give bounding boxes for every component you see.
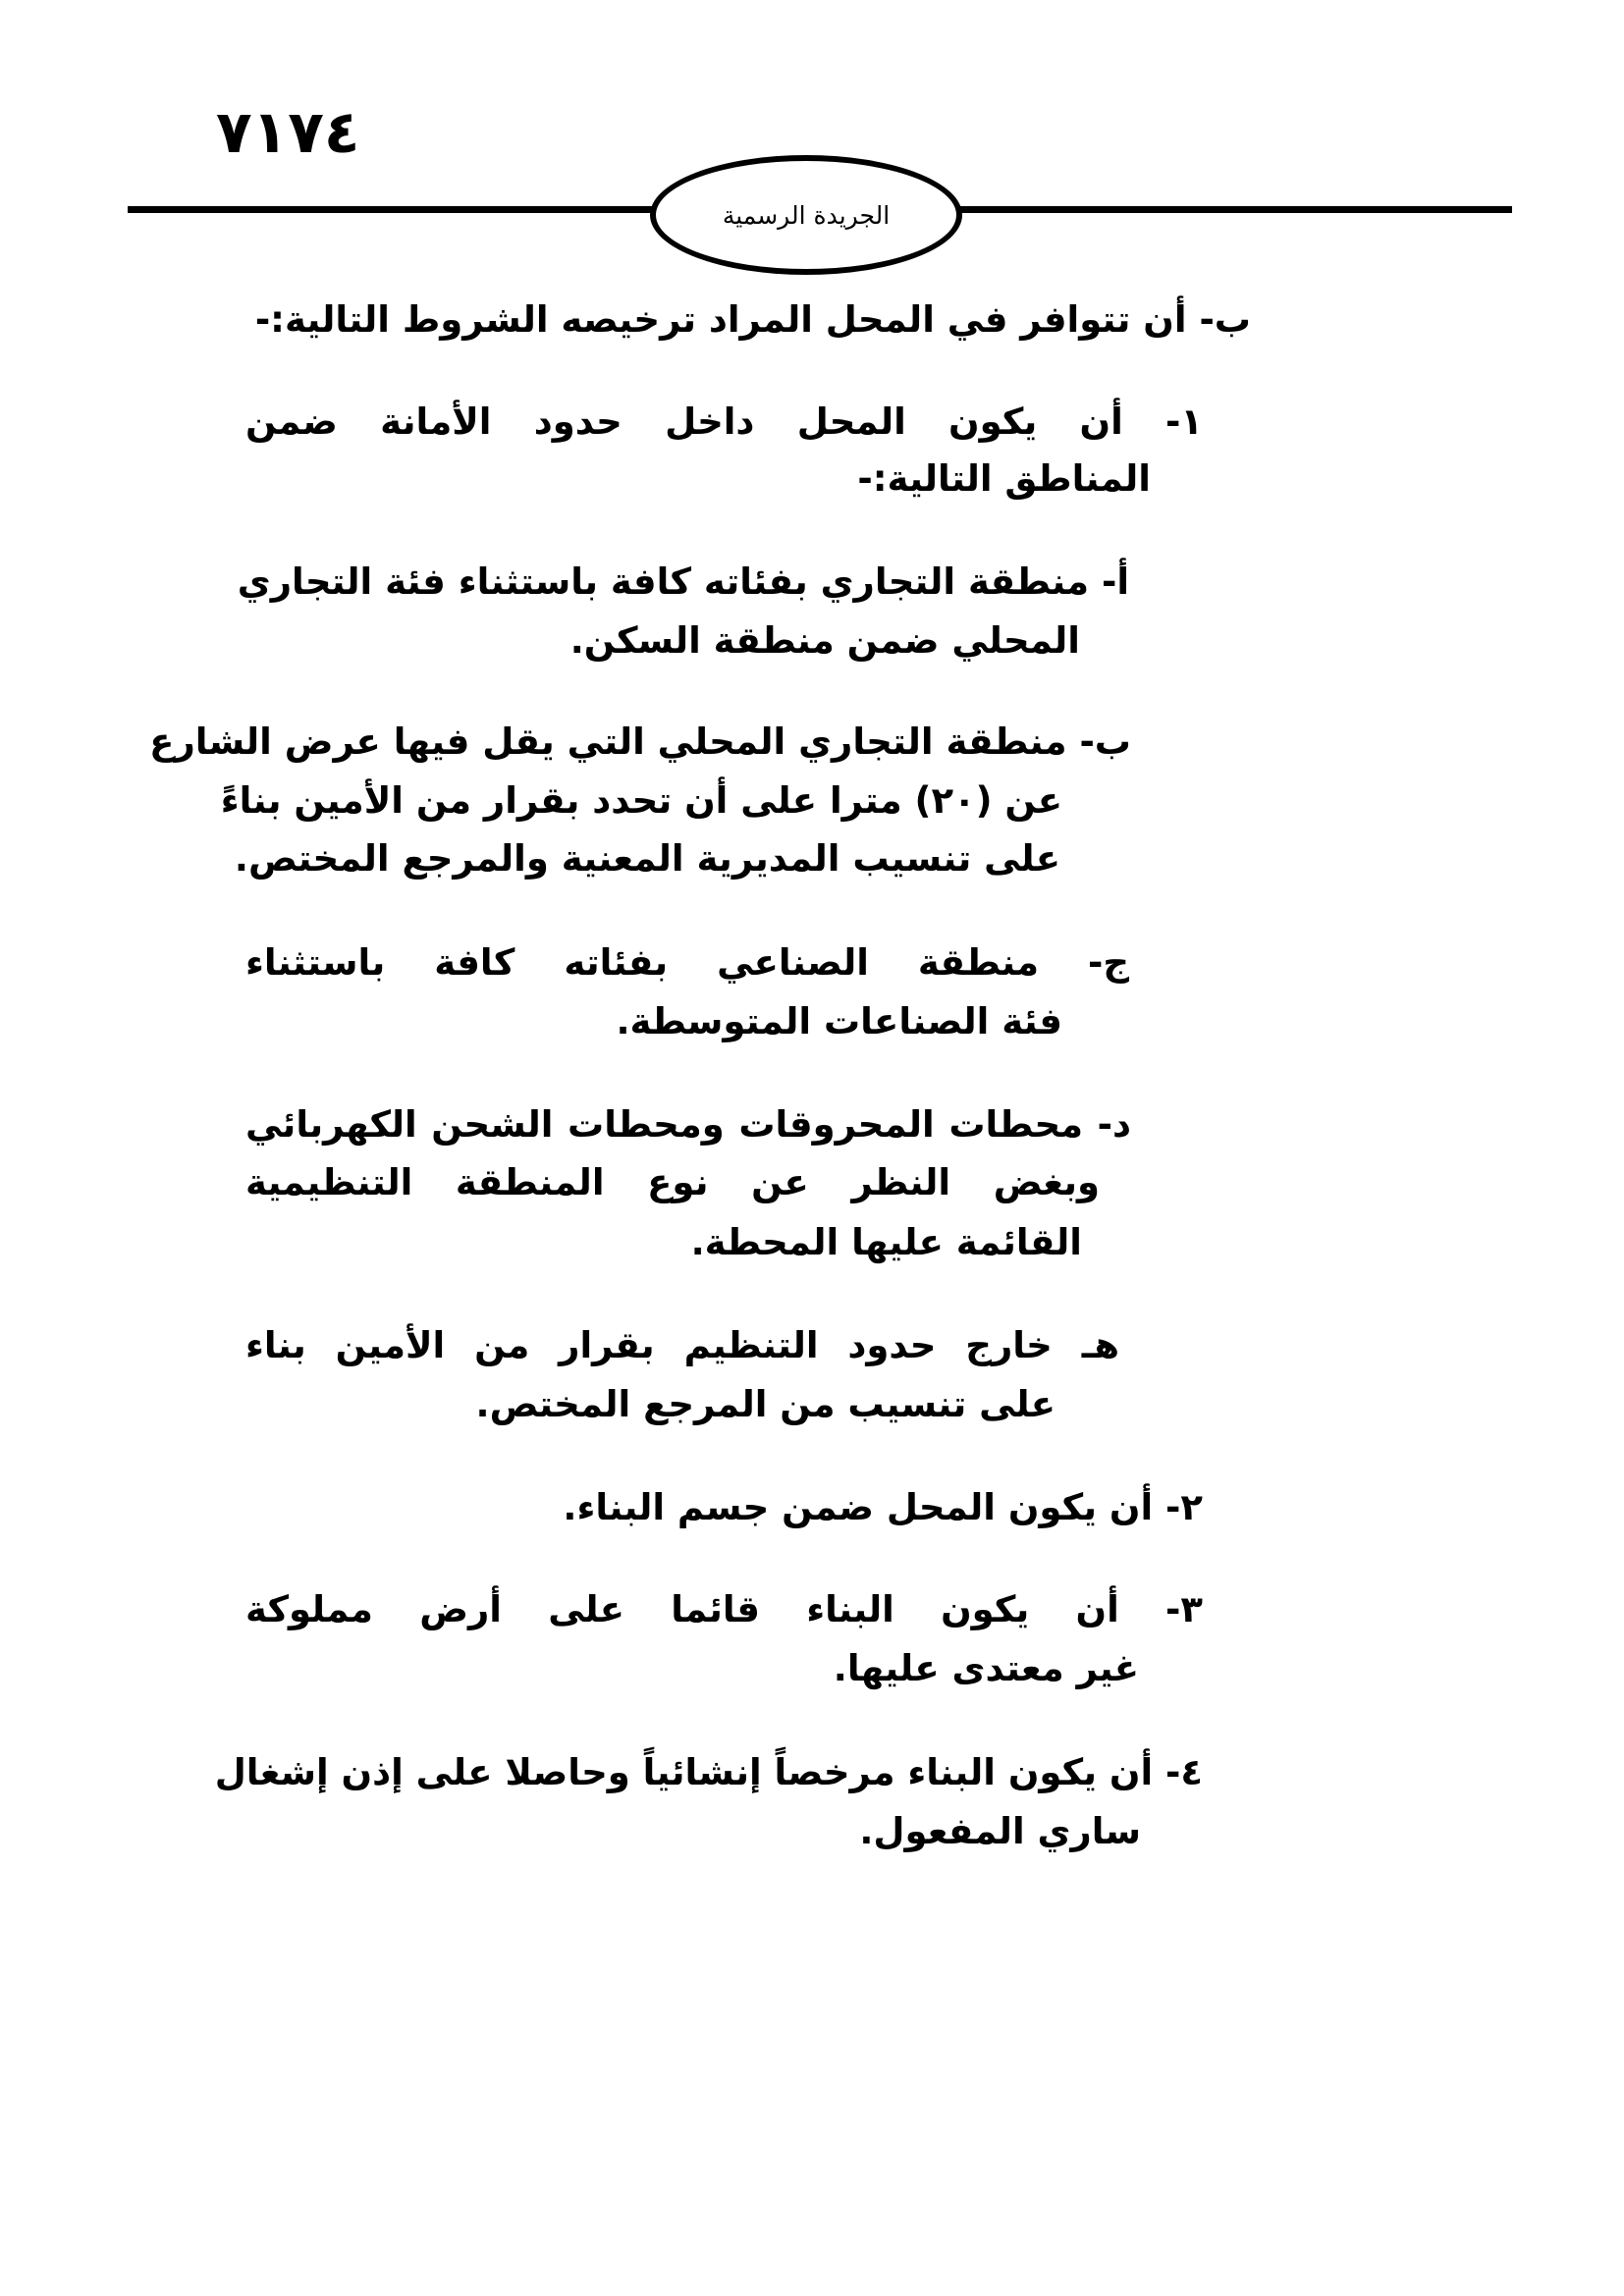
item4-line1: ٤- أن يكون البناء مرخصاً إنشائياً وحاصلا على إذن إشغال — [214, 1751, 1203, 1793]
item3-line1: ٣- أن يكون البناء قائما على أرض مملوكة — [245, 1588, 1203, 1630]
intro-line: ب- أن تتوافر في المحل المراد ترخيصه الشروط التالية:- — [254, 298, 1251, 341]
sub-d-line3: القائمة عليها المحطة. — [690, 1221, 1082, 1263]
item1-line2: المناطق التالية:- — [857, 457, 1151, 500]
sub-a-line2: المحلي ضمن منطقة السكن. — [569, 619, 1080, 662]
page-number: ٧١٧٤ — [216, 98, 360, 167]
sub-c-line1: ج- منطقة الصناعي بفئاته كافة باستثناء — [245, 941, 1129, 984]
sub-a-line1: أ- منطقة التجاري بفئاته كافة باستثناء فئة التجاري — [237, 561, 1129, 603]
header-rule-right — [957, 206, 1512, 213]
item2-line1: ٢- أن يكون المحل ضمن جسم البناء. — [563, 1486, 1203, 1528]
item4-line2: ساري المفعول. — [859, 1810, 1141, 1852]
item3-line2: غير معتدى عليها. — [833, 1647, 1139, 1689]
sub-c-line2: فئة الصناعات المتوسطة. — [616, 1000, 1062, 1042]
item1-line1: ١- أن يكون المحل داخل حدود الأمانة ضمن — [245, 400, 1203, 443]
sub-b-line3: على تنسيب المديرية المعنية والمرجع المختص. — [234, 837, 1060, 880]
sub-d-line2: وبغض النظر عن نوع المنطقة التنظيمية — [245, 1161, 1100, 1203]
sub-e-line2: على تنسيب من المرجع المختص. — [475, 1383, 1056, 1425]
sub-b-line2: عن (٢٠) مترا على أن تحدد بقرار من الأمين بناءً — [220, 779, 1062, 822]
gazette-title-oval — [650, 155, 962, 275]
sub-b-line1: ب- منطقة التجاري المحلي التي يقل فيها عرض الشارع — [149, 721, 1131, 763]
sub-d-line1: د- محطات المحروقات ومحطات الشحن الكهربائي — [245, 1103, 1131, 1146]
sub-e-line1: هـ خارج حدود التنظيم بقرار من الأمين بناء — [245, 1324, 1119, 1366]
gazette-title: الجريدة الرسمية — [722, 200, 891, 230]
header-rule-left — [128, 206, 658, 213]
